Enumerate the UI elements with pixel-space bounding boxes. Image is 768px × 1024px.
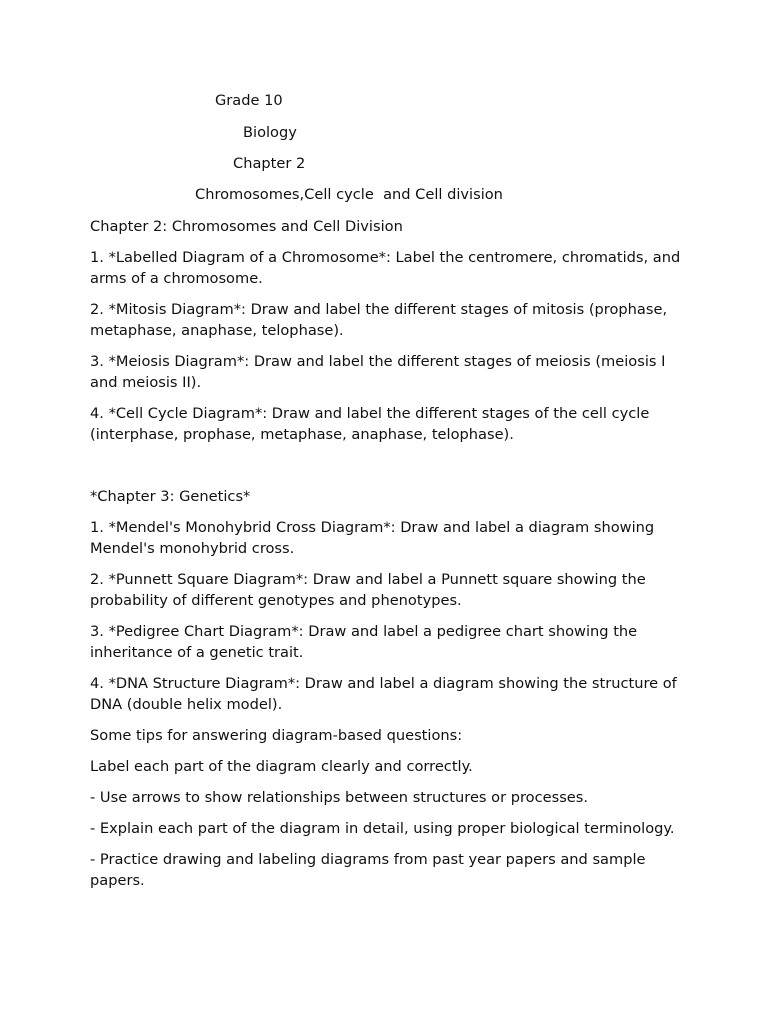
topic-heading: Chromosomes,Cell cycle and Cell division [195,186,503,203]
tips-intro: Some tips for answering diagram-based questions: [90,727,463,744]
tip-item: Label each part of the diagram clearly and correctly. [90,758,473,775]
section1-item: 2. *Mitosis Diagram*: Draw and label the different stages of mitosis (prophase, metaphase, anaphase, telophase). [90,301,668,339]
section2-item: 3. *Pedigree Chart Diagram*: Draw and label a pedigree chart showing the inheritance of a genetic trait. [90,623,638,661]
tip-item: - Practice drawing and labeling diagrams from past year papers and sample papers. [90,851,646,889]
tip-item: - Explain each part of the diagram in detail, using proper biological terminology. [90,820,675,837]
section2-item: 2. *Punnett Square Diagram*: Draw and label a Punnett square showing the probability of different genotypes and phenotypes. [90,571,646,609]
section1-item: 3. *Meiosis Diagram*: Draw and label the different stages of meiosis (meiosis I and meiosis II). [90,353,666,391]
section2-title: *Chapter 3: Genetics* [90,488,251,505]
section1-item: 1. *Labelled Diagram of a Chromosome*: Label the centromere, chromatids, and arms of a chromosome. [90,249,681,287]
section1-item: 4. *Cell Cycle Diagram*: Draw and label the different stages of the cell cycle (interphase, prophase, metaphase, anaphase, telophase). [90,405,650,443]
document-body [90,216,690,901]
grade-heading: Grade 10 [215,92,283,109]
section1-title: Chapter 2: Chromosomes and Cell Division [90,218,403,235]
chapter-heading: Chapter 2 [233,155,306,172]
section2-item: 1. *Mendel's Monohybrid Cross Diagram*: Draw and label a diagram showing Mendel's monohybrid cross. [90,519,655,557]
subject-heading: Biology [243,124,297,141]
tip-item: - Use arrows to show relationships between structures or processes. [90,789,589,806]
section2-item: 4. *DNA Structure Diagram*: Draw and label a diagram showing the structure of DNA (double helix model). [90,675,677,713]
section-spacer [90,455,690,486]
